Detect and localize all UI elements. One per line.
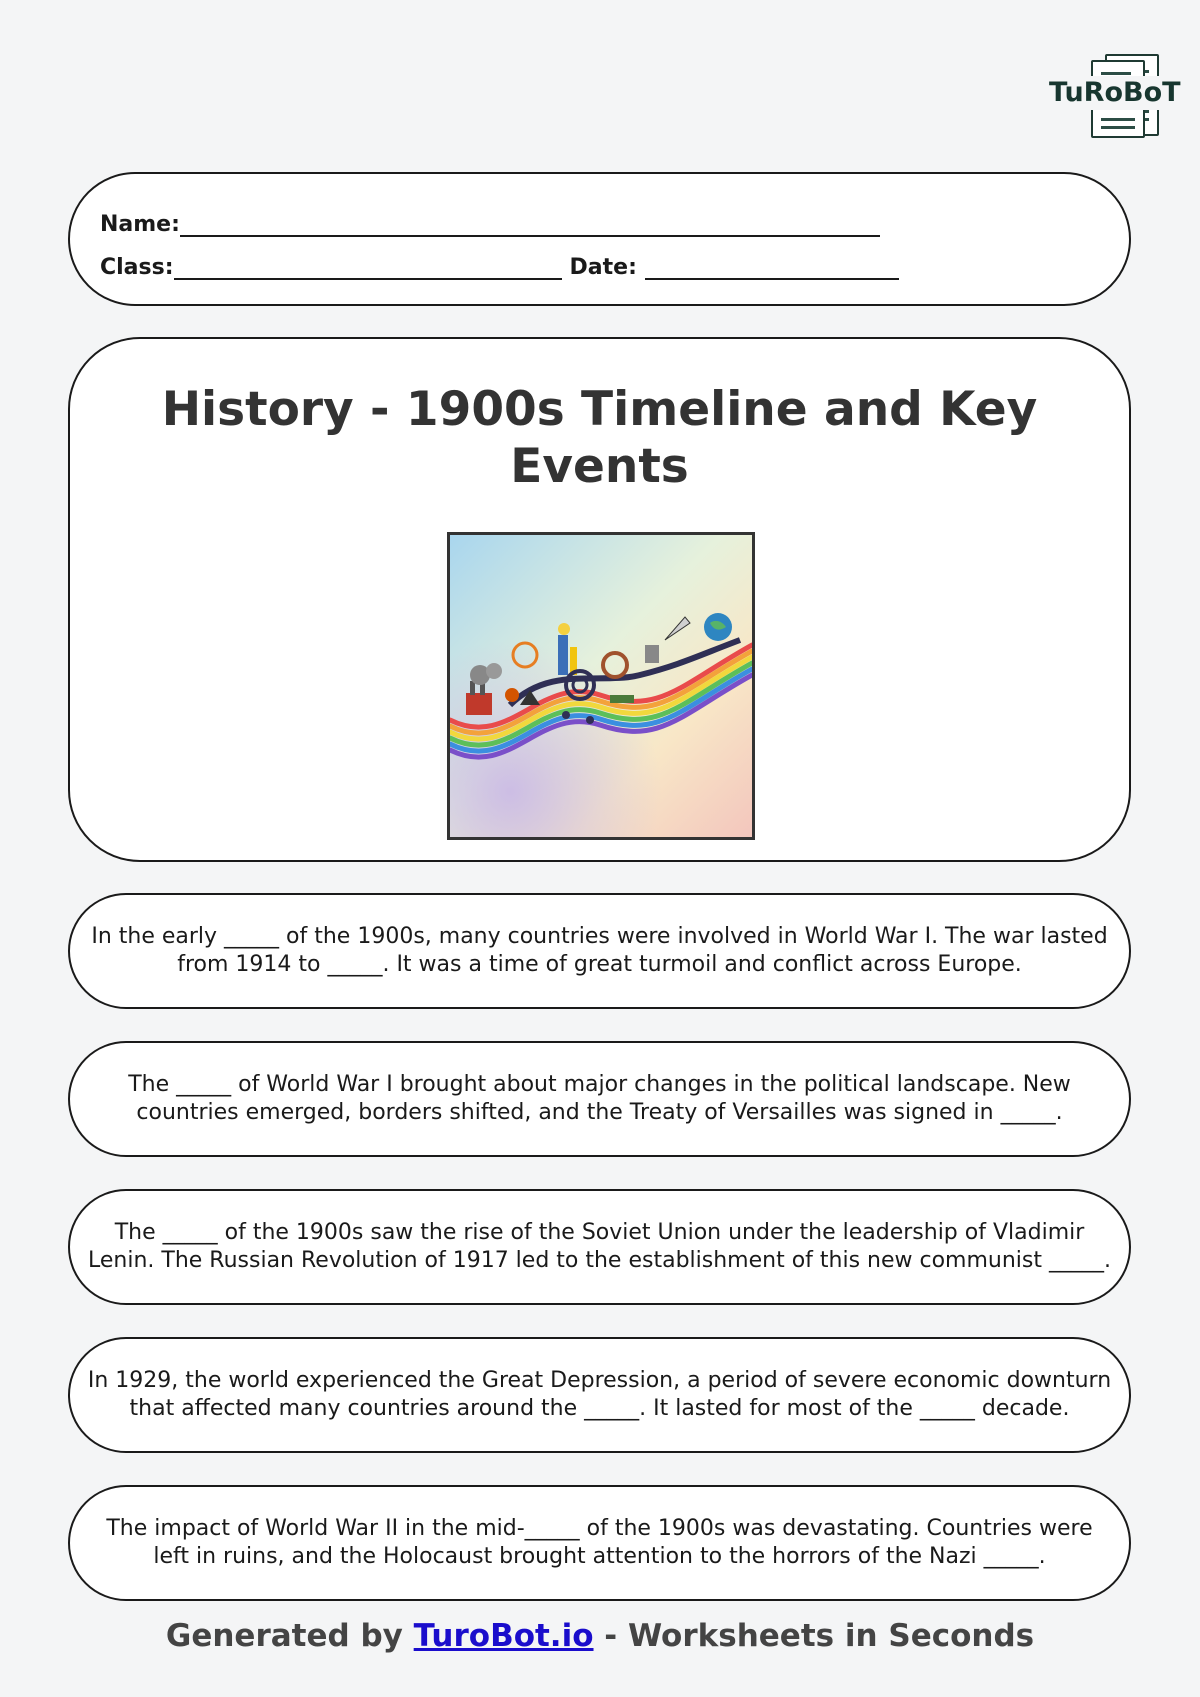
question-box-2 [68,1041,1131,1157]
timeline-illustration [447,532,755,840]
question-text: The impact of World War II in the mid-_____ of the 1900s was devastating. Countries were left in ruins, and the Holocaust brought attention to the horrors of the Nazi _____. [106,1515,1093,1569]
class-field[interactable] [174,256,562,280]
question-box-3 [68,1189,1131,1305]
footer-suffix: - Worksheets in Seconds [593,1618,1035,1654]
date-label: Date: [569,255,637,280]
footer-prefix: Generated by [165,1618,414,1654]
name-field[interactable] [180,213,880,237]
worksheet-title: History - 1900s Timeline and Key Events [161,382,1038,494]
class-date-row [100,255,899,280]
name-label: Name: [100,212,180,237]
question-text: The _____ of World War I brought about major changes in the political landscape. New countries emerged, borders shifted, and the Treaty of Versailles was signed in _____. [128,1071,1071,1125]
turobot-logo [1045,50,1181,140]
footer [0,1618,1200,1654]
student-info-box [68,172,1131,306]
question-text: The _____ of the 1900s saw the rise of the Soviet Union under the leadership of Vladimir Lenin. The Russian Revolution of 1917 led to the establishment of this new communist _____. [88,1219,1111,1273]
question-box-1 [68,893,1131,1009]
question-text: In the early _____ of the 1900s, many countries were involved in World War I. The war lasted from 1914 to _____. It was a time of great turmoil and conflict across Europe. [91,923,1108,977]
logo-wordmark: TuRoBoT [1049,77,1181,108]
question-box-5 [68,1485,1131,1601]
question-box-4 [68,1337,1131,1453]
turobot-link[interactable]: TuroBot.io [413,1618,594,1654]
question-text: In 1929, the world experienced the Great Depression, a period of severe economic downturn that affected many countries around the _____. It lasted for most of the _____ decade. [87,1367,1112,1421]
date-field[interactable] [645,256,899,280]
title-box [68,337,1131,862]
class-label: Class: [100,255,174,280]
name-row [100,212,880,237]
